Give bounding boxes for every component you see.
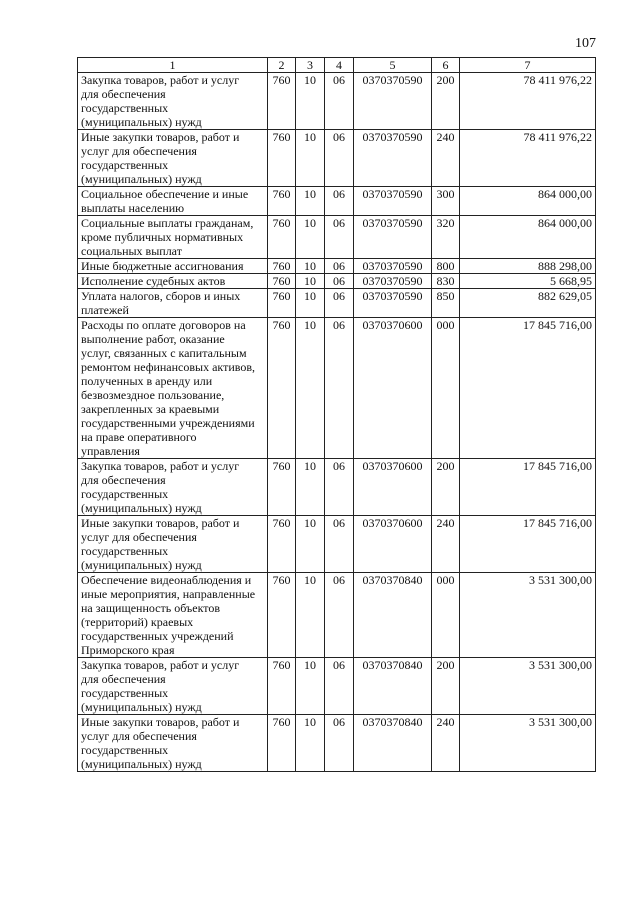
header-cell: 1 — [78, 58, 268, 73]
table-body — [78, 73, 596, 772]
row-section-code: 10 — [296, 274, 325, 289]
table-header — [78, 58, 596, 73]
row-section-code: 10 — [296, 289, 325, 318]
row-description: Обеспечение видеонаблюдения и иные мероприятия, направленные на защищенность объектов (территорий) краевых государственных учреждений Приморского края — [78, 573, 268, 658]
row-expense-type-code: 000 — [432, 573, 460, 658]
row-target-article-code: 0370370840 — [354, 658, 432, 715]
row-ministry-code: 760 — [268, 216, 296, 259]
row-description: Расходы по оплате договоров на выполнение работ, оказание услуг, связанных с капитальным ремонтом нефинансовых активов, полученных в аренду или безвозмездное пользование, закрепленных за краевыми государственными учреждениями на праве оперативного управления — [78, 318, 268, 459]
row-amount: 3 531 300,00 — [460, 658, 596, 715]
row-section-code: 10 — [296, 573, 325, 658]
row-target-article-code: 0370370590 — [354, 187, 432, 216]
row-target-article-code: 0370370840 — [354, 573, 432, 658]
row-amount: 78 411 976,22 — [460, 73, 596, 130]
table-row — [78, 516, 596, 573]
row-description: Иные бюджетные ассигнования — [78, 259, 268, 274]
table-row — [78, 274, 596, 289]
table-row — [78, 259, 596, 274]
row-ministry-code: 760 — [268, 658, 296, 715]
row-subsection-code: 06 — [325, 715, 354, 772]
row-target-article-code: 0370370590 — [354, 274, 432, 289]
row-amount: 888 298,00 — [460, 259, 596, 274]
header-cell: 4 — [325, 58, 354, 73]
row-description: Уплата налогов, сборов и иных платежей — [78, 289, 268, 318]
row-section-code: 10 — [296, 658, 325, 715]
row-amount: 17 845 716,00 — [460, 318, 596, 459]
row-subsection-code: 06 — [325, 130, 354, 187]
row-ministry-code: 760 — [268, 187, 296, 216]
row-section-code: 10 — [296, 516, 325, 573]
row-ministry-code: 760 — [268, 130, 296, 187]
row-description: Иные закупки товаров, работ и услуг для обеспечения государственных (муниципальных) нужд — [78, 130, 268, 187]
row-target-article-code: 0370370590 — [354, 289, 432, 318]
row-expense-type-code: 200 — [432, 459, 460, 516]
row-target-article-code: 0370370600 — [354, 459, 432, 516]
header-cell: 2 — [268, 58, 296, 73]
row-expense-type-code: 300 — [432, 187, 460, 216]
row-ministry-code: 760 — [268, 459, 296, 516]
table-row — [78, 73, 596, 130]
row-target-article-code: 0370370590 — [354, 259, 432, 274]
header-cell: 3 — [296, 58, 325, 73]
row-amount: 17 845 716,00 — [460, 516, 596, 573]
row-target-article-code: 0370370590 — [354, 73, 432, 130]
row-ministry-code: 760 — [268, 289, 296, 318]
row-description: Иные закупки товаров, работ и услуг для обеспечения государственных (муниципальных) нужд — [78, 516, 268, 573]
row-ministry-code: 760 — [268, 259, 296, 274]
row-section-code: 10 — [296, 187, 325, 216]
row-ministry-code: 760 — [268, 573, 296, 658]
row-expense-type-code: 850 — [432, 289, 460, 318]
row-amount: 5 668,95 — [460, 274, 596, 289]
row-subsection-code: 06 — [325, 459, 354, 516]
row-expense-type-code: 800 — [432, 259, 460, 274]
row-description: Социальные выплаты гражданам, кроме публичных нормативных социальных выплат — [78, 216, 268, 259]
row-subsection-code: 06 — [325, 318, 354, 459]
row-section-code: 10 — [296, 259, 325, 274]
row-description: Закупка товаров, работ и услуг для обеспечения государственных (муниципальных) нужд — [78, 459, 268, 516]
row-amount: 3 531 300,00 — [460, 573, 596, 658]
row-amount: 882 629,05 — [460, 289, 596, 318]
row-amount: 3 531 300,00 — [460, 715, 596, 772]
row-subsection-code: 06 — [325, 274, 354, 289]
row-description: Иные закупки товаров, работ и услуг для обеспечения государственных (муниципальных) нужд — [78, 715, 268, 772]
row-expense-type-code: 240 — [432, 516, 460, 573]
row-section-code: 10 — [296, 459, 325, 516]
header-cell: 6 — [432, 58, 460, 73]
row-expense-type-code: 240 — [432, 715, 460, 772]
table-row — [78, 216, 596, 259]
page-number: 107 — [575, 36, 596, 51]
row-expense-type-code: 830 — [432, 274, 460, 289]
row-subsection-code: 06 — [325, 573, 354, 658]
row-section-code: 10 — [296, 318, 325, 459]
row-target-article-code: 0370370590 — [354, 216, 432, 259]
table-row — [78, 130, 596, 187]
budget-table — [77, 57, 596, 772]
row-ministry-code: 760 — [268, 516, 296, 573]
row-target-article-code: 0370370600 — [354, 516, 432, 573]
table-row — [78, 289, 596, 318]
header-cell: 7 — [460, 58, 596, 73]
row-section-code: 10 — [296, 715, 325, 772]
row-expense-type-code: 320 — [432, 216, 460, 259]
table-row — [78, 658, 596, 715]
table-row — [78, 318, 596, 459]
row-description: Закупка товаров, работ и услуг для обеспечения государственных (муниципальных) нужд — [78, 658, 268, 715]
row-subsection-code: 06 — [325, 658, 354, 715]
row-subsection-code: 06 — [325, 187, 354, 216]
table-row — [78, 715, 596, 772]
row-section-code: 10 — [296, 73, 325, 130]
row-amount: 864 000,00 — [460, 187, 596, 216]
row-expense-type-code: 000 — [432, 318, 460, 459]
row-target-article-code: 0370370600 — [354, 318, 432, 459]
row-expense-type-code: 200 — [432, 658, 460, 715]
row-amount: 17 845 716,00 — [460, 459, 596, 516]
row-description: Социальное обеспечение и иные выплаты населению — [78, 187, 268, 216]
table-row — [78, 573, 596, 658]
table-row — [78, 459, 596, 516]
header-cell: 5 — [354, 58, 432, 73]
row-target-article-code: 0370370590 — [354, 130, 432, 187]
row-subsection-code: 06 — [325, 73, 354, 130]
row-section-code: 10 — [296, 216, 325, 259]
row-subsection-code: 06 — [325, 516, 354, 573]
row-description: Закупка товаров, работ и услуг для обеспечения государственных (муниципальных) нужд — [78, 73, 268, 130]
row-subsection-code: 06 — [325, 216, 354, 259]
row-target-article-code: 0370370840 — [354, 715, 432, 772]
row-amount: 864 000,00 — [460, 216, 596, 259]
row-subsection-code: 06 — [325, 259, 354, 274]
row-description: Исполнение судебных актов — [78, 274, 268, 289]
header-row — [78, 58, 596, 73]
row-ministry-code: 760 — [268, 274, 296, 289]
row-amount: 78 411 976,22 — [460, 130, 596, 187]
row-section-code: 10 — [296, 130, 325, 187]
row-expense-type-code: 240 — [432, 130, 460, 187]
row-ministry-code: 760 — [268, 715, 296, 772]
row-subsection-code: 06 — [325, 289, 354, 318]
row-ministry-code: 760 — [268, 318, 296, 459]
row-expense-type-code: 200 — [432, 73, 460, 130]
row-ministry-code: 760 — [268, 73, 296, 130]
table-row — [78, 187, 596, 216]
